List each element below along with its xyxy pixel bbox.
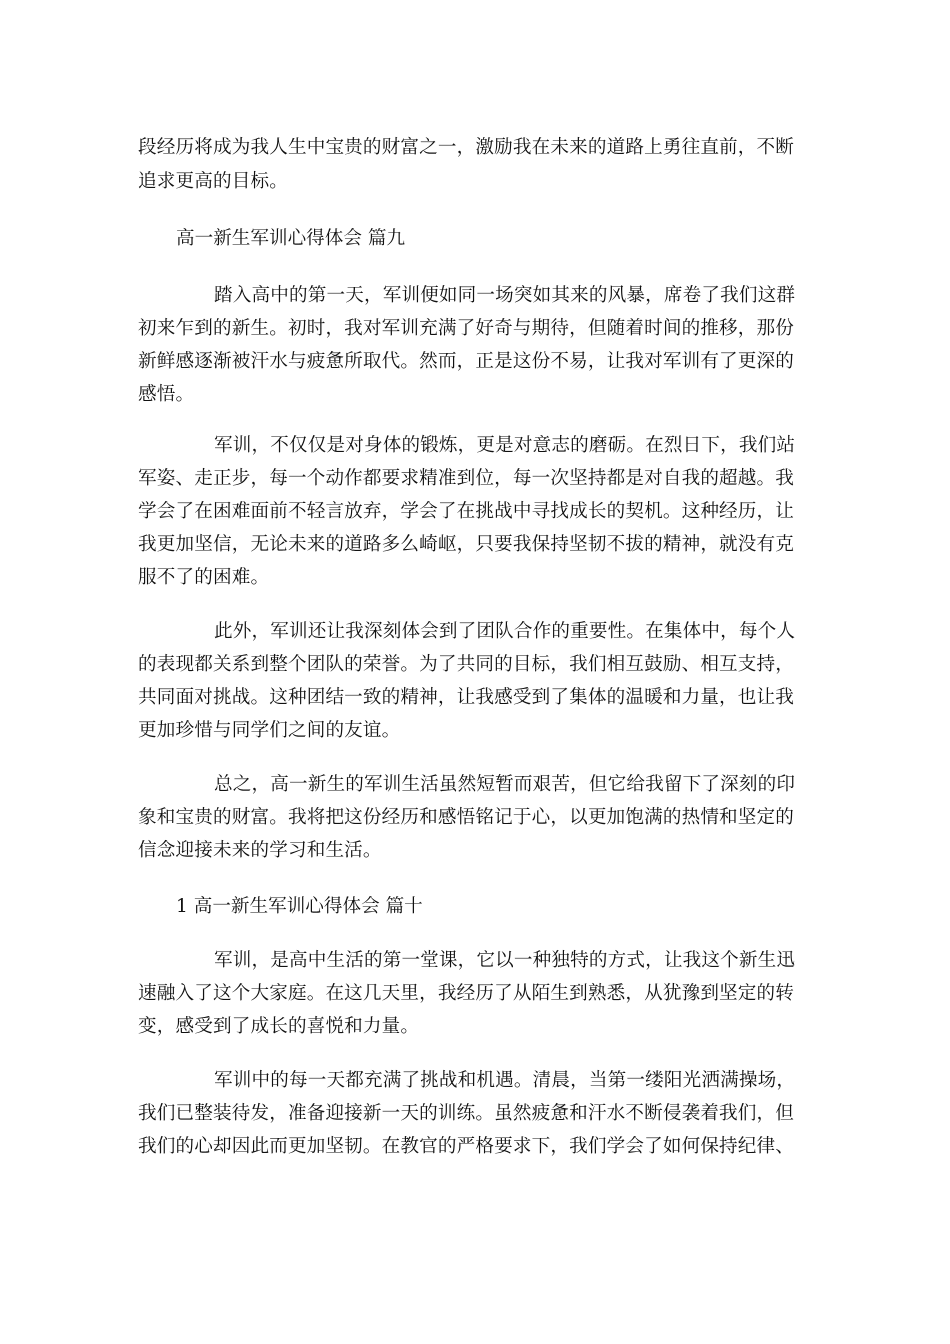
intro-line: 追求更高的目标。	[138, 171, 288, 192]
paragraph-line: 服不了的困难。	[138, 567, 270, 588]
paragraph-line: 学会了在困难面前不轻言放弃，学会了在挑战中寻找成长的契机。这种经历，让	[138, 501, 795, 522]
paragraph-line: 象和宝贵的财富。我将把这份经历和感悟铭记于心，以更加饱满的热情和坚定的	[138, 807, 795, 828]
paragraph-line: 军训，是高中生活的第一堂课，它以一种独特的方式，让我这个新生迅	[214, 950, 796, 971]
paragraph-line: 军姿、走正步，每一个动作都要求精准到位，每一次坚持都是对自我的超越。我	[138, 468, 795, 489]
paragraph-line: 此外，军训还让我深刻体会到了团队合作的重要性。在集体中，每个人	[214, 621, 796, 642]
paragraph-line: 感悟。	[138, 384, 195, 405]
paragraph-line: 军训，不仅仅是对身体的锻炼，更是对意志的磨砺。在烈日下，我们站	[214, 435, 796, 456]
paragraph-line: 初来乍到的新生。初时，我对军训充满了好奇与期待，但随着时间的推移，那份	[138, 318, 795, 339]
section-heading-10: 1 高一新生军训心得体会 篇十	[176, 896, 423, 917]
paragraph-line: 变，感受到了成长的喜悦和力量。	[138, 1016, 420, 1037]
paragraph-line: 信念迎接未来的学习和生活。	[138, 840, 382, 861]
paragraph-line: 更加珍惜与同学们之间的友谊。	[138, 720, 401, 741]
paragraph-line: 我更加坚信，无论未来的道路多么崎岖，只要我保持坚韧不拔的精神，就没有克	[138, 534, 795, 555]
paragraph-line: 速融入了这个大家庭。在这几天里，我经历了从陌生到熟悉，从犹豫到坚定的转	[138, 983, 795, 1004]
paragraph-line: 踏入高中的第一天，军训便如同一场突如其来的风暴，席卷了我们这群	[214, 285, 796, 306]
paragraph-line: 军训中的每一天都充满了挑战和机遇。清晨，当第一缕阳光洒满操场，	[214, 1070, 796, 1091]
section-heading-9: 高一新生军训心得体会 篇九	[176, 228, 406, 249]
paragraph-line: 我们的心却因此而更加坚韧。在教官的严格要求下，我们学会了如何保持纪律、	[138, 1136, 795, 1157]
paragraph-line: 总之，高一新生的军训生活虽然短暂而艰苦，但它给我留下了深刻的印	[214, 774, 796, 795]
intro-line: 段经历将成为我人生中宝贵的财富之一，激励我在未来的道路上勇往直前，不断	[138, 137, 795, 158]
paragraph-line: 的表现都关系到整个团队的荣誉。为了共同的目标，我们相互鼓励、相互支持，	[138, 654, 795, 675]
paragraph-line: 共同面对挑战。这种团结一致的精神，让我感受到了集体的温暖和力量，也让我	[138, 687, 795, 708]
paragraph-line: 新鲜感逐渐被汗水与疲惫所取代。然而，正是这份不易，让我对军训有了更深的	[138, 351, 795, 372]
paragraph-line: 我们已整装待发，准备迎接新一天的训练。虽然疲惫和汗水不断侵袭着我们，但	[138, 1103, 795, 1124]
